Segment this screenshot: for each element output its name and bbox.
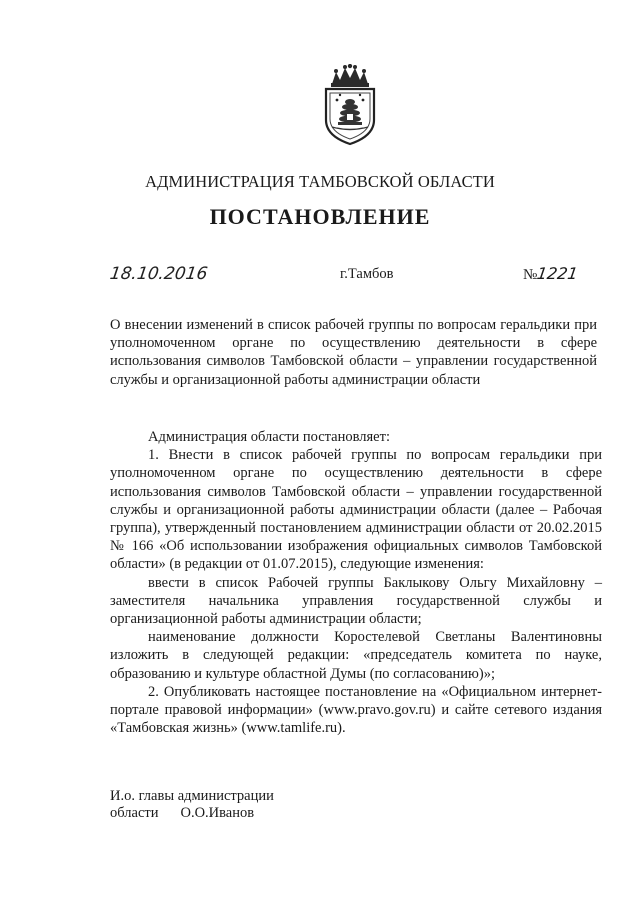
- document-date: 18.10.2016: [108, 264, 209, 284]
- body-paragraph: наименование должности Коростелевой Светланы Валентиновны изложить в следующей редакции: «председатель комитета по науке, образованию и культуре областной Думы (по согласованию)»;: [110, 629, 602, 682]
- document-type: ПОСТАНОВЛЕНИЕ: [209, 204, 431, 229]
- coat-of-arms-icon: [318, 64, 382, 146]
- number-prefix: №: [523, 267, 538, 283]
- body-paragraph: 2. Опубликовать настоящее постановление на «Официальном интернет-портале правовой информации» (www.pravo.gov.ru) и сайте сетевого издания «Тамбовская жизнь» (www.tamlife.ru).: [110, 683, 602, 737]
- document-body: [110, 428, 602, 737]
- body-paragraph: 1. Внести в список рабочей группы по вопросам геральдики при уполномоченном органе по осуществлению деятельности в сфере использования символов Тамбовской области – управлении государственной службы и организационной работы администрации области (далее – Рабочая группа), утвержденный постановлением администрации области от 20.02.2015 № 166 «Об использовании изображения официальных символов Тамбовской области» (в редакции от 01.07.2015), следующие изменения:: [110, 447, 602, 573]
- document-city: г.Тамбов: [340, 266, 394, 282]
- signature-title: И.о. главы администрации: [110, 788, 274, 804]
- signature-block: [110, 788, 274, 822]
- body-paragraph: ввести в список Рабочей группы Баклыкову Ольгу Михайловну – заместителя начальника управления государственной службы и организационной работы администрации области;: [110, 574, 602, 628]
- document-number: [523, 264, 578, 284]
- meta-row: [0, 264, 640, 288]
- number-value: 1221: [535, 264, 580, 283]
- organization-name: АДМИНИСТРАЦИЯ ТАМБОВСКОЙ ОБЛАСТИ: [145, 172, 495, 191]
- document-subject: О внесении изменений в список рабочей группы по вопросам геральдики при уполномоченном органе по осуществлению деятельности в сфере использования символов Тамбовской области – управлении государственной службы и организационной работы администрации области: [110, 317, 597, 388]
- body-paragraph: Администрация области постановляет:: [148, 429, 390, 445]
- signatory-name: О.О.Иванов: [180, 805, 255, 821]
- signature-title-line2: области: [110, 805, 159, 821]
